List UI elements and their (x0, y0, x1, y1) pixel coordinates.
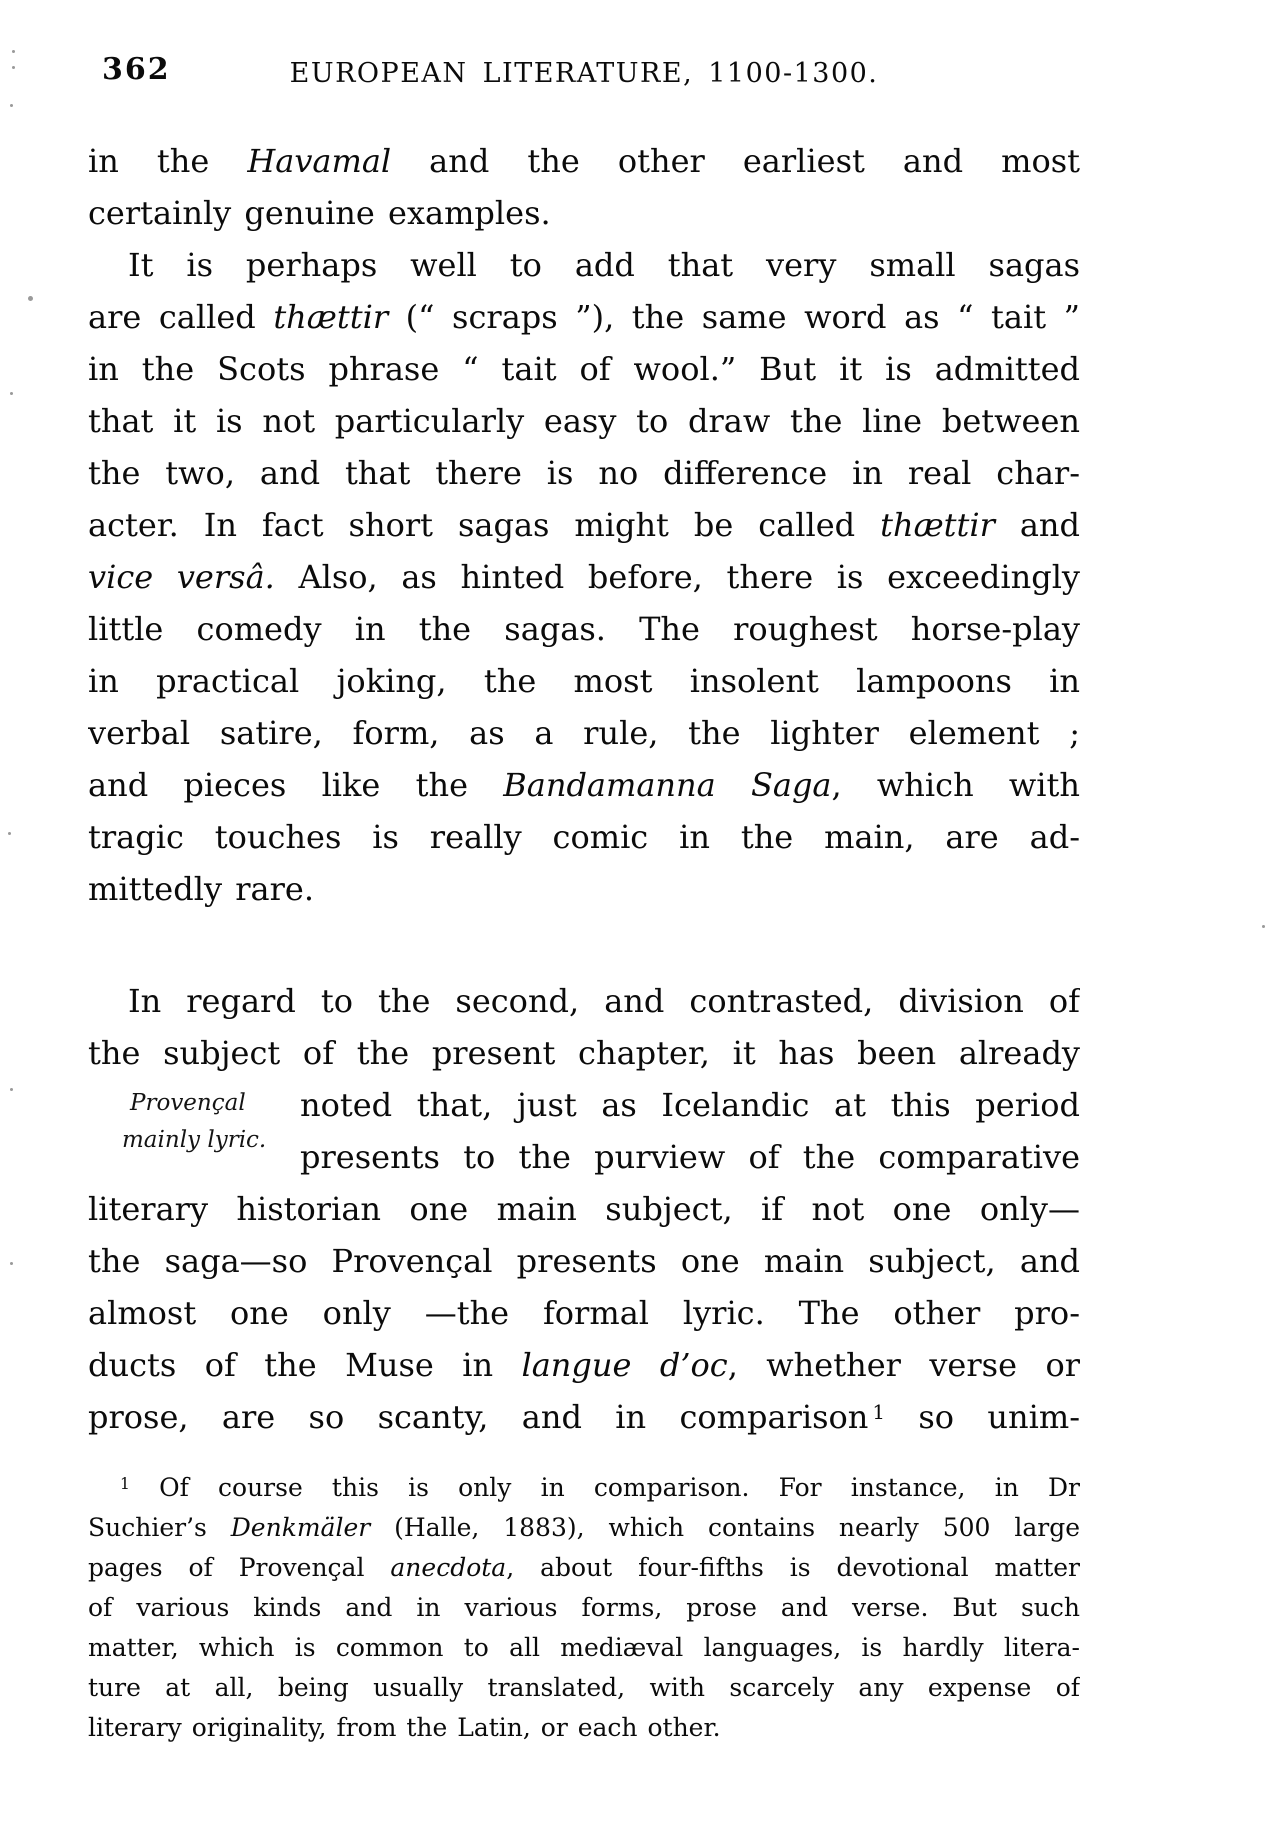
italic-text: anecdota (390, 1553, 507, 1582)
text: and (994, 506, 1080, 544)
text: pages of Provençal (88, 1553, 391, 1582)
scan-artifact (10, 1262, 13, 1265)
text: literary historian one main subject, if not one only— (88, 1190, 1080, 1228)
text: certainly genuine examples. (88, 194, 551, 232)
text-line (88, 343, 1080, 395)
text: the subject of the present chapter, it has been already (88, 1034, 1080, 1072)
italic-text: langue d’oc (521, 1346, 728, 1384)
text-line (88, 603, 1080, 655)
text-line (88, 707, 1080, 759)
text: and pieces like the (88, 766, 504, 804)
text-line (88, 655, 1080, 707)
text: In regard to the second, and contrasted, division of (128, 982, 1080, 1020)
text-line (88, 863, 1080, 915)
text-line (88, 1468, 1080, 1508)
text: are called (88, 298, 274, 336)
scan-artifact (12, 50, 15, 53)
text-line (88, 811, 1080, 863)
text: (“ scraps ”), the same word as “ tait ” (388, 298, 1080, 336)
text: It is perhaps well to add that very small sagas (128, 246, 1080, 284)
italic-text: Havamal (247, 142, 392, 180)
text-line (88, 1391, 1080, 1443)
scan-artifact (1262, 925, 1265, 928)
text: noted that, just as Icelandic at this period (300, 1086, 1080, 1124)
text: , about four-fifths is devotional matter (506, 1553, 1080, 1582)
text: Suchier’s (88, 1513, 231, 1542)
footnote-reference: 1 (120, 1475, 130, 1494)
text-line (88, 1508, 1080, 1548)
italic-text: vice versâ. (88, 558, 275, 596)
text-line (88, 135, 1080, 187)
text-line (88, 239, 1080, 291)
text-line (88, 1588, 1080, 1628)
page-number: 362 (102, 52, 171, 87)
text-line (88, 1287, 1080, 1339)
text-line (88, 395, 1080, 447)
footnote (88, 1468, 1080, 1748)
margin-note-line: mainly lyric. (122, 1127, 267, 1153)
section-gap (88, 915, 1080, 975)
text: literary originality, from the Latin, or each other. (88, 1713, 721, 1742)
body-text (88, 135, 1080, 1443)
text: acter. In fact short sagas might be called (88, 506, 881, 544)
text-line (88, 1235, 1080, 1287)
text: and the other earliest and most (391, 142, 1080, 180)
margin-note (122, 1085, 312, 1159)
margin-note-line: Provençal (130, 1090, 246, 1116)
scan-artifact (10, 104, 13, 107)
text: prose, are so scanty, and in comparison (88, 1398, 869, 1436)
footnote-reference: 1 (872, 1401, 886, 1425)
text: verbal satire, form, as a rule, the lighter element ; (88, 714, 1080, 752)
text: that it is not particularly easy to draw the line between (88, 402, 1080, 440)
italic-text: Bandamanna Saga (503, 766, 832, 804)
text: so unim- (885, 1398, 1080, 1436)
text: tragic touches is really comic in the main, are ad- (88, 818, 1080, 856)
text: , whether verse or (727, 1346, 1080, 1384)
text-line (88, 1183, 1080, 1235)
text: the saga—so Provençal presents one main subject, and (88, 1242, 1080, 1280)
text: little comedy in the sagas. The roughest horse-play (88, 610, 1080, 648)
scan-artifact (10, 1088, 13, 1091)
text: almost one only —the formal lyric. The other pro- (88, 1294, 1080, 1332)
text-line (88, 499, 1080, 551)
text-line (88, 759, 1080, 811)
text-line (88, 1668, 1080, 1708)
text: ducts of the Muse in (88, 1346, 522, 1384)
scan-artifact (8, 832, 11, 835)
text: mittedly rare. (88, 870, 314, 908)
text-line (88, 447, 1080, 499)
text-line (88, 1628, 1080, 1668)
text-line (88, 1027, 1080, 1079)
italic-text: thættir (880, 506, 995, 544)
text: Of course this is only in comparison. For instance, in Dr (129, 1473, 1080, 1502)
text: Also, as hinted before, there is exceedingly (274, 558, 1080, 596)
text-line (88, 975, 1080, 1027)
text-line (88, 187, 1080, 239)
text-line (88, 291, 1080, 343)
text: of various kinds and in various forms, prose and verse. But such (88, 1593, 1080, 1622)
text-line (88, 1548, 1080, 1588)
text-line (88, 551, 1080, 603)
text: in practical joking, the most insolent lampoons in (88, 662, 1080, 700)
italic-text: Denkmäler (230, 1513, 371, 1542)
text: presents to the purview of the comparative (300, 1138, 1080, 1176)
text-line (88, 1708, 1080, 1748)
text: (Halle, 1883), which contains nearly 500 large (370, 1513, 1080, 1542)
scan-artifact (28, 296, 33, 301)
text-line (88, 1339, 1080, 1391)
scan-artifact (10, 392, 13, 395)
scan-artifact (12, 66, 15, 69)
text: ture at all, being usually translated, with scarcely any expense of (88, 1673, 1080, 1702)
text: matter, which is common to all mediæval languages, is hardly litera- (88, 1633, 1080, 1662)
text: in the Scots phrase “ tait of wool.” But it is admitted (88, 350, 1080, 388)
text: the two, and that there is no difference in real char- (88, 454, 1080, 492)
text: in the (88, 142, 248, 180)
italic-text: thættir (273, 298, 389, 336)
text: , which with (831, 766, 1080, 804)
running-header: EUROPEAN LITERATURE, 1100-1300. (289, 58, 879, 89)
